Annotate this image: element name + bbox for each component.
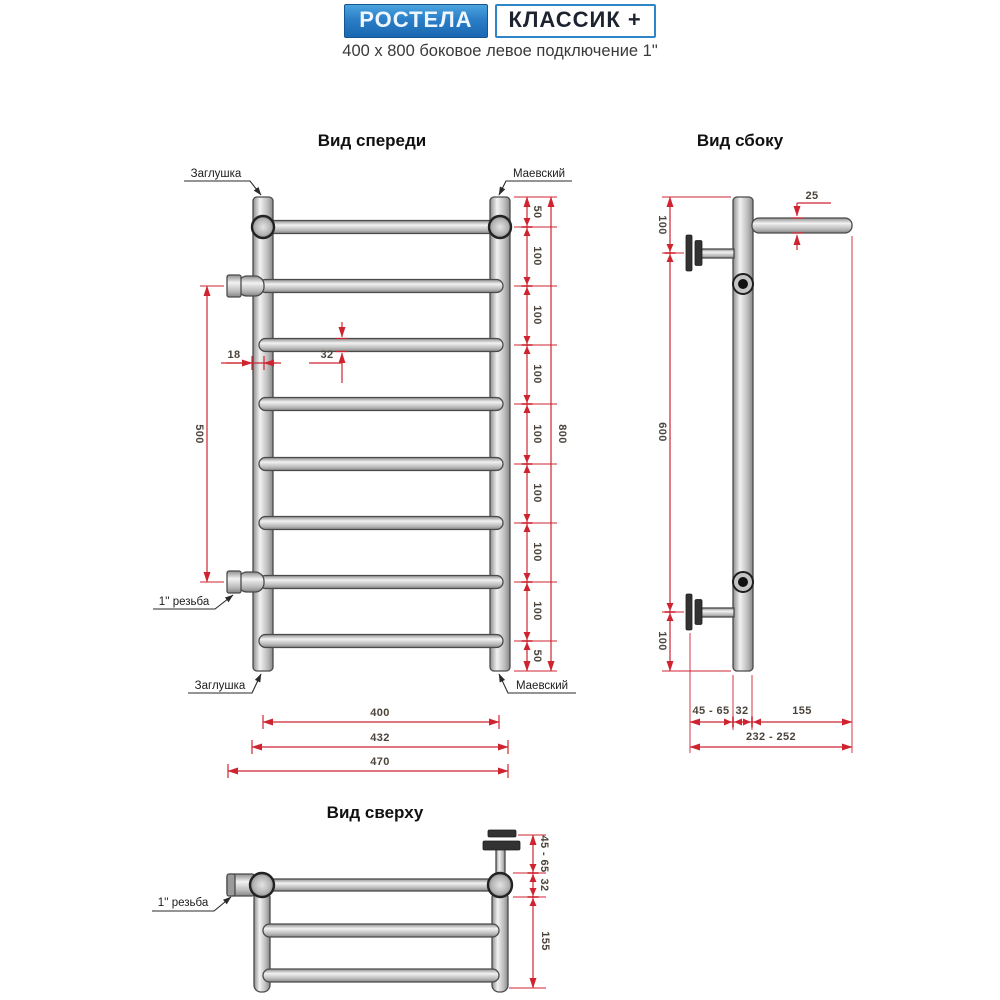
top-cross-bars — [263, 924, 499, 982]
callout-air-valve-bottom: Маевский — [515, 680, 569, 692]
drawing-subtitle: 400 x 800 боковое левое подключение 1" — [342, 42, 658, 60]
dim-seg-100: 100 — [531, 424, 543, 444]
callout-thread: 1'' резьба — [158, 596, 210, 608]
dim-seg-50-bottom: 50 — [531, 649, 543, 663]
side-view — [656, 131, 852, 753]
dim-seg-100: 100 — [531, 305, 543, 325]
front-callouts — [153, 168, 576, 693]
dim-total-height: 800 — [556, 424, 568, 444]
top-collector-tube — [262, 879, 500, 891]
dim-seg-100: 100 — [531, 601, 543, 621]
dim-width-outer: 432 — [370, 732, 390, 744]
dim-between-fittings: 500 — [193, 424, 205, 444]
dim-arm-length-top: 155 — [539, 931, 551, 951]
front-dim-500 — [193, 286, 224, 582]
model-badge: КЛАССИК + — [495, 4, 656, 38]
front-posts — [253, 197, 510, 671]
side-bracket-upper — [686, 235, 734, 271]
top-bracket — [483, 830, 520, 875]
dim-arm-diameter: 25 — [805, 190, 819, 202]
front-view — [153, 131, 576, 778]
dim-seg-50-top: 50 — [531, 205, 543, 219]
dim-width-full: 470 — [370, 756, 390, 768]
front-fitting-lower — [227, 571, 264, 593]
dim-depth-total: 232 - 252 — [745, 731, 797, 743]
callout-plug-top: Заглушка — [190, 168, 242, 180]
dim-seg-100: 100 — [531, 483, 543, 503]
dim-between-brackets: 600 — [656, 422, 668, 442]
callout-plug-bottom: Заглушка — [194, 680, 246, 692]
dim-seg-100: 100 — [531, 246, 543, 266]
dim-wall-gap-top: 45 - 65 — [538, 835, 550, 873]
side-dim-depth — [690, 236, 852, 753]
side-view-title: Вид сбоку — [696, 131, 784, 150]
front-dim-right-chain — [514, 197, 568, 671]
top-view — [152, 803, 551, 992]
dim-post-diameter: 32 — [735, 705, 749, 717]
top-callouts — [152, 897, 231, 911]
dim-width-axes: 400 — [370, 707, 390, 719]
front-view-title: Вид спереди — [317, 131, 427, 150]
brand-badge: РОСТЕЛА — [344, 4, 487, 38]
dim-top-offset: 100 — [656, 215, 668, 235]
dim-arm-length: 155 — [792, 705, 812, 717]
dim-seg-100: 100 — [531, 364, 543, 384]
side-bracket-lower — [686, 594, 734, 630]
dim-post-diameter-top: 32 — [538, 878, 550, 892]
callout-air-valve-top: Маевский — [512, 168, 566, 180]
front-rungs — [259, 221, 503, 648]
side-hanger-arm — [752, 218, 852, 233]
dim-seg-100: 100 — [531, 542, 543, 562]
dim-offset: 18 — [227, 349, 241, 361]
callout-thread-top-view: 1'' резьба — [157, 897, 209, 909]
front-dim-widths — [228, 707, 508, 778]
front-fitting-upper — [227, 275, 264, 297]
dim-wall-gap: 45 - 65 — [692, 705, 730, 717]
dim-bar-diameter: 32 — [320, 349, 334, 361]
side-post — [733, 197, 753, 671]
top-dim-right-chain — [509, 835, 551, 988]
top-view-title: Вид сверху — [326, 803, 424, 822]
dim-bottom-offset: 100 — [656, 631, 668, 651]
front-dim-18-32 — [221, 322, 348, 383]
side-dim-left-chain — [656, 197, 731, 671]
